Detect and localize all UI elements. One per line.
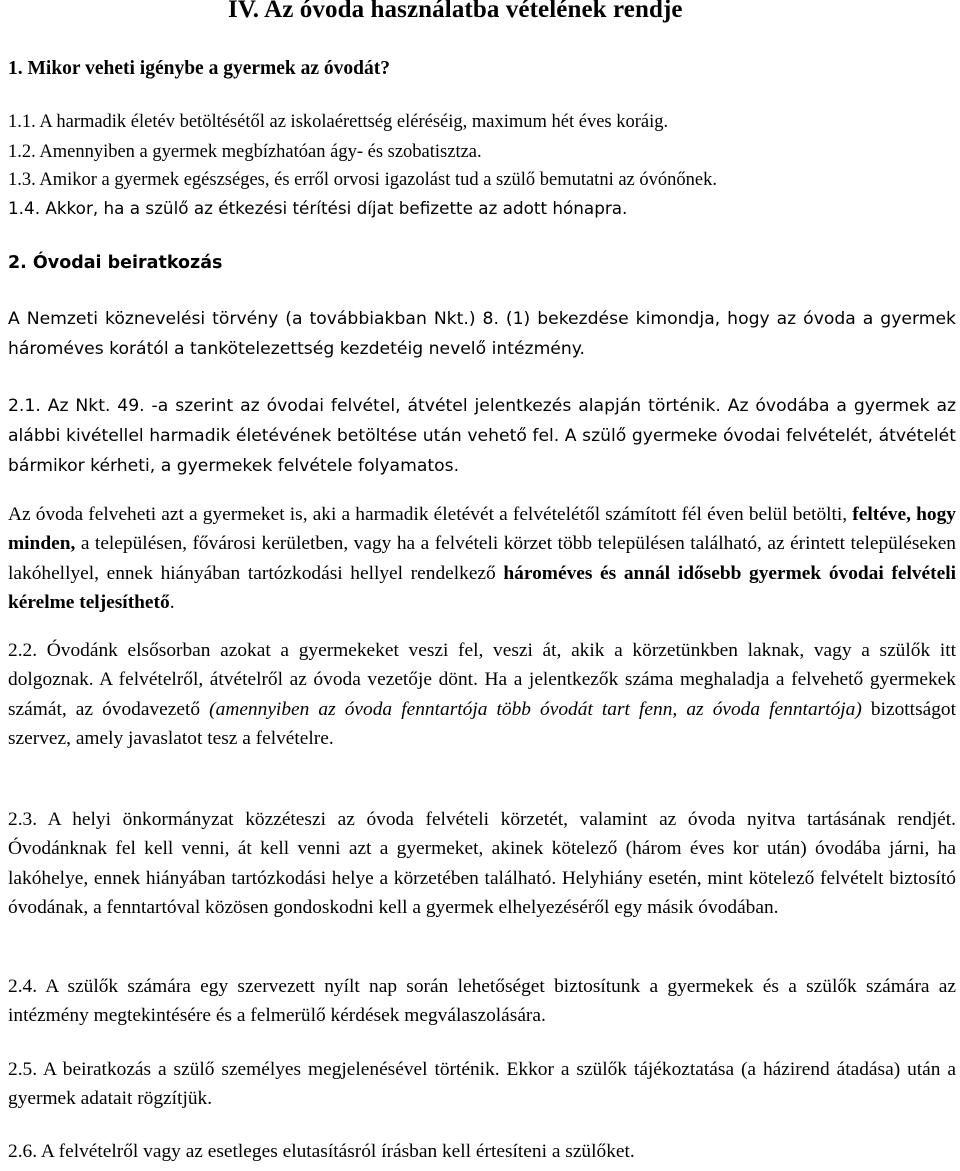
paragraph-nkt-intro: A Nemzeti köznevelési törvény (a továbbiakban Nkt.) 8. (1) bekezdése kimondja, hogy az óvoda a gyermek hároméves korától a tankötelezettség kezdetéig nevelő intézmény. <box>8 309 956 359</box>
list-item-1-3: 1.3. Amikor a gyermek egészséges, és erről orvosi igazolást tud a szülő bemutatni az óvónőnek. <box>8 170 717 190</box>
paragraph-2-3: 2.3. A helyi önkormányzat közzéteszi az óvoda felvételi körzetét, valamint az óvoda nyitva tartásának rendjét. Óvodánknak fel kell venni, át kell venni azt a gyermeket, akinek kötelező (három éves kor után) óvodába járni, ha lakóhelye, ennek hiányában tartózkodási helye a körzetében található. Helyhiány esetén, mint kötelező felvételt biztosító óvodának, a fenntartóval közösen gondoskodni kell a gyermek elhelyezéséről egy másik óvodában. <box>8 809 956 919</box>
page-heading: IV. Az óvoda használatba vételének rendje <box>228 0 683 23</box>
list-item-1-1: 1.1. A harmadik életév betöltésétől az iskolaérettség eléréséig, maximum hét éves koráig. <box>8 112 669 132</box>
paragraph-2-2: 2.2. Óvodánk elsősorban azokat a gyermekeket veszi fel, veszi át, akik a körzetünkben laknak, vagy a szülők itt dolgoznak. A felvételről, átvételről az óvoda vezetője dönt. Ha a jelentkezők száma meghaladja a felvehető gyermekek számát, az óvodavezető (amennyiben az óvoda fenntartója több óvodát tart fenn, az óvoda fenntartója) bizottságot szervez, amely javaslatot tesz a felvételre. <box>8 640 956 750</box>
list-item-1-4: 1.4. Akkor, ha a szülő az étkezési térítési díjat befizette az adott hónapra. <box>8 198 628 218</box>
paragraph-2-4: 2.4. A szülők számára egy szervezett nyílt nap során lehetőséget biztosítunk a gyermekek és a szülők számára az intézmény megtekintésére és a felmerülő kérdések megválaszolására. <box>8 976 956 1027</box>
paragraph-2-1: 2.1. Az Nkt. 49. -a szerint az óvodai felvétel, átvétel jelentkezés alapján történik. Az óvodába a gyermek az alábbi kivétellel harmadik életévének betöltése után vehető fel. A szülő gyermeke óvodai felvételét, átvételét bármikor kérheti, a gyermekek felvétele folyamatos. <box>8 396 956 476</box>
list-item-1-2: 1.2. Amennyiben a gyermek megbízhatóan ágy- és szobatisztza. <box>8 142 482 162</box>
italic-fenntarto: (amennyiben az óvoda fenntartója több óvodát tart fenn, az óvoda fenntartója) <box>209 698 862 720</box>
paragraph-2-6: 2.6. A felvételről vagy az esetleges elutasításról írásban kell értesíteni a szülőket. <box>8 1141 635 1162</box>
section-2-title: 2. Óvodai beiratkozás <box>8 253 223 273</box>
bold-kerelem: hároméves és annál idősebb gyermek óvodai felvételi kérelme teljesíthető <box>8 562 956 614</box>
section-1-title: 1. Mikor veheti igénybe a gyermek az óvodát? <box>8 58 391 79</box>
paragraph-2-5: 2.5. A beiratkozás a szülő személyes megjelenésével történik. Ekkor a szülők tájékoztatása (a házirend átadása) után a gyermek adatait rögzítjük. <box>8 1059 956 1110</box>
bold-feltetel: feltéve, hogy minden, <box>8 504 956 555</box>
paragraph-feltetel: Az óvoda felveheti azt a gyermeket is, aki a harmadik életévét a felvételétől számított fél éven belül betölti, feltéve, hogy minden, a településen, fővárosi kerületben, vagy ha a felvételi körzet több településen található, az érintett településeken lakóhellyel, ennek hiányában tartózkodási hellyel rendelkező hároméves és annál idősebb gyermek óvodai felvételi kérelme teljesíthető. <box>8 504 956 614</box>
